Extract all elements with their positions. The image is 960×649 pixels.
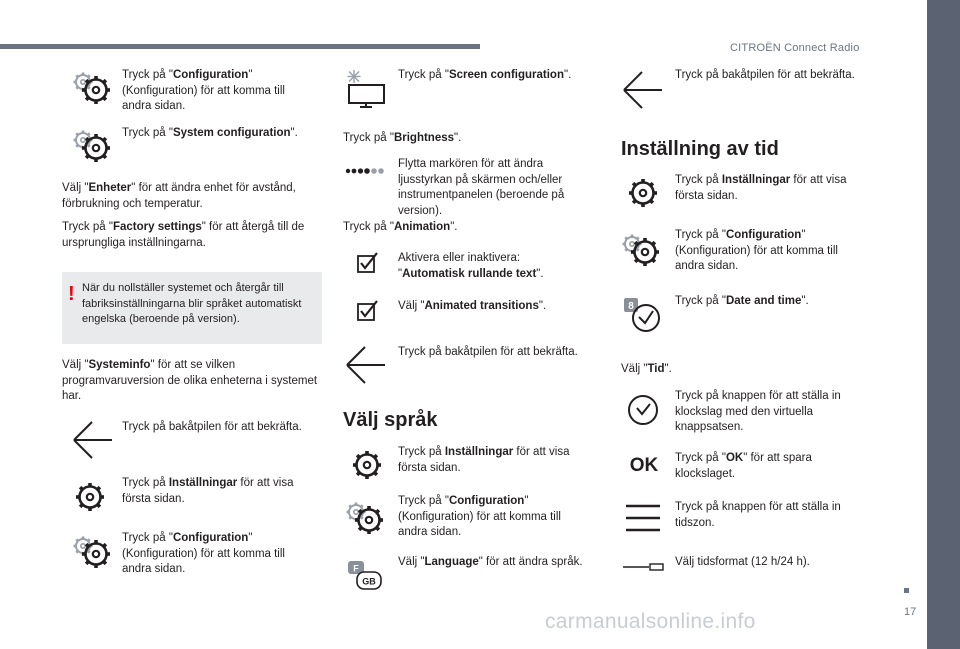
- col1-step5: Tryck på "Configuration" (Konfiguration) för att komma till andra sidan.: [122, 532, 285, 575]
- col2-step8: Välj "Language" för att ändra språk.: [398, 556, 583, 568]
- col3-step8: Välj tidsformat (12 h/24 h).: [675, 556, 810, 568]
- back-arrow-icon: [345, 345, 389, 385]
- note-box: [62, 272, 322, 344]
- col3-step2: Tryck på Inställningar för att visa första sidan.: [675, 174, 847, 202]
- configuration-icon: [72, 534, 112, 570]
- col1-step2: Tryck på "System configuration".: [122, 127, 298, 139]
- back-arrow-icon: [622, 70, 666, 110]
- col1-para3: Välj "Systeminfo" för att se vilken programvaruversion de olika enheterna i systemet har.: [62, 359, 318, 402]
- back-arrow-icon: [72, 420, 116, 460]
- svg-text:GB: GB: [362, 576, 376, 587]
- page-sidebar: [927, 0, 960, 649]
- page-marker: [904, 588, 909, 593]
- screen-configuration-icon: [343, 68, 387, 108]
- svg-text:OK: OK: [629, 455, 659, 475]
- settings-icon: [352, 450, 384, 482]
- col2-step1: Tryck på "Screen configuration".: [398, 69, 572, 81]
- col3-step5: Tryck på knappen för att ställa in klockslag med den virtuella knappsatsen.: [675, 390, 841, 433]
- manual-title: CITROËN Connect Radio: [730, 42, 860, 54]
- col1-step3: Tryck på bakåtpilen för att bekräfta.: [122, 421, 302, 433]
- col2-step3: Aktivera eller inaktivera: "Automatisk rullande text".: [398, 252, 544, 280]
- col1-step1: Tryck på "Configuration" (Konfiguration) för att komma till andra sidan.: [122, 69, 285, 112]
- col3-step6: Tryck på "OK" för att spara klockslaget.: [675, 452, 812, 480]
- watermark: carmanualsonline.info: [545, 610, 756, 633]
- clock-icon: [627, 394, 661, 428]
- col1-para1: Välj "Enheter" för att ändra enhet för avstånd, förbrukning och temperatur.: [62, 182, 296, 210]
- section-title-time: Inställning av tid: [621, 138, 779, 160]
- col2-step7: Tryck på "Configuration" (Konfiguration) för att komma till andra sidan.: [398, 495, 561, 538]
- col3-step3: Tryck på "Configuration" (Konfiguration) för att komma till andra sidan.: [675, 229, 838, 272]
- configuration-icon: [72, 70, 112, 106]
- section-title-language: Välj språk: [343, 409, 438, 431]
- col3-step7: Tryck på knappen för att ställa in tidszon.: [675, 501, 841, 529]
- checkbox-icon: [356, 300, 380, 324]
- alert-icon: !: [68, 283, 75, 305]
- header-bar: [0, 44, 480, 49]
- col2-para1: Tryck på "Brightness".: [343, 132, 462, 144]
- toggle-icon: [621, 561, 665, 573]
- svg-text:8: 8: [628, 301, 634, 312]
- col2-step2: Flytta markören för att ändra ljusstyrkan på skärmen och/eller instrumentpanelen (beroende på version).: [398, 158, 565, 217]
- configuration-icon: [621, 232, 661, 268]
- svg-text:F: F: [353, 563, 359, 574]
- menu-icon: [624, 502, 662, 534]
- col2-step4: Välj "Animated transitions".: [398, 300, 547, 312]
- col2-step5: Tryck på bakåtpilen för att bekräfta.: [398, 346, 578, 358]
- col3-para1: Välj "Tid".: [621, 363, 672, 375]
- brightness-slider-icon: [344, 166, 390, 176]
- checkbox-icon: [356, 252, 380, 276]
- ok-icon: [624, 451, 664, 475]
- date-time-icon: [622, 296, 664, 334]
- system-configuration-icon: [72, 128, 112, 164]
- col2-step6: Tryck på Inställningar för att visa första sidan.: [398, 446, 570, 474]
- settings-icon: [628, 178, 660, 210]
- col3-step4: Tryck på "Date and time".: [675, 295, 809, 307]
- note-text: När du nollställer systemet och återgår till fabriksinställningarna blir språket automatiskt engelska (beroende på version).: [82, 282, 302, 325]
- page-number: 17: [904, 606, 917, 618]
- col3-step1: Tryck på bakåtpilen för att bekräfta.: [675, 69, 855, 81]
- settings-icon: [75, 482, 107, 514]
- col1-step4: Tryck på Inställningar för att visa första sidan.: [122, 477, 294, 505]
- language-icon: [346, 560, 386, 592]
- configuration-icon: [345, 500, 385, 536]
- col2-para2: Tryck på "Animation".: [343, 221, 458, 233]
- col1-para2: Tryck på "Factory settings" för att återgå till de ursprungliga inställningarna.: [62, 221, 305, 249]
